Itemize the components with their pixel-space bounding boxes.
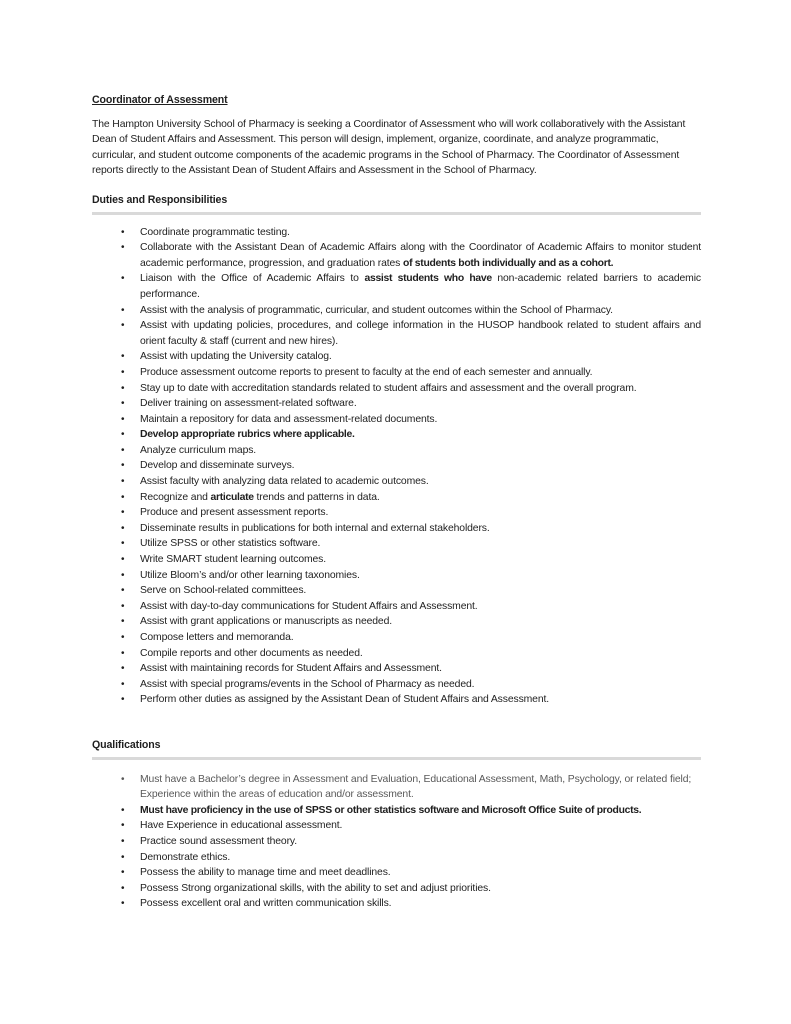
bullet-icon: • — [121, 835, 125, 847]
list-item — [92, 614, 701, 630]
list-item-text: trends and patterns in data. — [253, 491, 380, 503]
bullet-icon: • — [121, 804, 125, 816]
list-item — [92, 412, 701, 428]
qualifications-list — [92, 772, 701, 912]
bullet-icon: • — [121, 882, 125, 894]
bullet-icon: • — [121, 351, 125, 363]
bullet-icon: • — [121, 569, 125, 581]
list-item-text: Analyze curriculum maps. — [140, 444, 257, 456]
list-item-text: Demonstrate ethics. — [140, 851, 231, 863]
bullet-icon: • — [121, 820, 125, 832]
list-item-text: Have Experience in educational assessment. — [140, 820, 343, 832]
list-item-text: Assist with updating the University catalog. — [140, 351, 332, 363]
list-item — [92, 881, 701, 897]
intro-paragraph: The Hampton University School of Pharmacy is seeking a Coordinator of Assessment who will work collaboratively with the Assistant Dean of Student Affairs and Assessment. This person will design, implement, organize, coordinate, and analyze programmatic, curricular, and student outcome components of the academic programs in the School of Pharmacy. The Coordinator of Assessment reports directly to the Assistant Dean of Student Affairs and Assessment in the School of Pharmacy. — [92, 118, 686, 177]
list-item-text: Write SMART student learning outcomes. — [140, 554, 327, 566]
duties-heading: Duties and Responsibilities — [92, 193, 701, 215]
list-item — [92, 677, 701, 693]
bullet-icon: • — [121, 851, 125, 863]
duties-list — [92, 225, 701, 708]
list-item-text: Assist with the analysis of programmatic, curricular, and student outcomes within the School of Pharmacy. — [140, 304, 613, 316]
bullet-icon: • — [121, 242, 125, 254]
list-item-text: Perform other duties as assigned by the Assistant Dean of Student Affairs and Assessment. — [140, 694, 550, 706]
list-item-text: Assist with grant applications or manuscripts as needed. — [140, 616, 393, 628]
list-item — [92, 803, 701, 819]
qualifications-heading: Qualifications — [92, 738, 701, 760]
list-item — [92, 365, 701, 381]
bullet-icon: • — [121, 554, 125, 566]
list-item — [92, 834, 701, 850]
bullet-icon: • — [121, 273, 125, 285]
list-item — [92, 896, 701, 912]
bullet-icon: • — [121, 678, 125, 690]
list-item — [92, 536, 701, 552]
list-item — [92, 490, 701, 506]
list-item — [92, 661, 701, 677]
bullet-icon: • — [121, 304, 125, 316]
list-item-text: Assist with maintaining records for Student Affairs and Assessment. — [140, 663, 442, 675]
bullet-icon: • — [121, 460, 125, 472]
list-item-text: Deliver training on assessment-related software. — [140, 398, 357, 410]
list-item-text: Must have proficiency in the use of SPSS or other statistics software and Microsoft Office Suite of products. — [140, 804, 642, 816]
bullet-icon: • — [121, 382, 125, 394]
list-item-text: Assist with special programs/events in the School of Pharmacy as needed. — [140, 678, 475, 690]
bullet-icon: • — [121, 226, 125, 238]
list-item — [92, 240, 701, 271]
bullet-icon: • — [121, 491, 125, 503]
bullet-icon: • — [121, 429, 125, 441]
list-item — [92, 427, 701, 443]
bullet-icon: • — [121, 632, 125, 643]
list-item — [92, 772, 701, 803]
list-item — [92, 568, 701, 584]
list-item-text: Compose letters and memoranda. — [140, 632, 294, 643]
list-item-text: Compile reports and other documents as needed. — [140, 647, 363, 659]
list-item — [92, 521, 701, 537]
list-item-text: articulate — [210, 491, 254, 503]
list-item-text: Disseminate results in publications for both internal and external stakeholders. — [140, 522, 490, 534]
list-item-text: Stay up to date with accreditation standards related to student affairs and assessment and the overall program. — [140, 382, 637, 394]
bullet-icon: • — [121, 663, 125, 675]
list-item-text: assist students who have — [364, 273, 498, 285]
bullet-icon: • — [121, 476, 125, 488]
bullet-icon: • — [121, 538, 125, 550]
bullet-icon: • — [121, 366, 125, 378]
bullet-icon: • — [121, 600, 125, 612]
bullet-icon: • — [121, 398, 125, 410]
list-item — [92, 850, 701, 866]
bullet-icon: • — [121, 320, 125, 332]
bullet-icon: • — [121, 507, 125, 519]
list-item-text: non-academic related barriers to academic performance. — [140, 273, 701, 300]
list-item-text: of students both individually and as a cohort. — [403, 257, 614, 269]
list-item — [92, 505, 701, 521]
list-item-text: Possess the ability to manage time and meet deadlines. — [140, 867, 391, 879]
list-item-text: Collaborate with the Assistant Dean of Academic Affairs along with the Coordinator of Academic Affairs to monitor student academic performance, progression, and graduation rates — [140, 242, 701, 269]
bullet-icon: • — [121, 898, 125, 910]
list-item — [92, 303, 701, 319]
list-item — [92, 225, 701, 241]
list-item — [92, 599, 701, 615]
list-item — [92, 396, 701, 412]
list-item-text: Possess Strong organizational skills, with the ability to set and adjust priorities. — [140, 882, 491, 894]
list-item — [92, 271, 701, 302]
list-item-text: Liaison with the Office of Academic Affairs to — [140, 273, 365, 285]
list-item-text: Assist with day-to-day communications for Student Affairs and Assessment. — [140, 600, 478, 612]
list-item-text: Produce and present assessment reports. — [140, 507, 329, 519]
list-item — [92, 818, 701, 834]
list-item-text: Assist with updating policies, procedures, and college information in the HUSOP handbook related to student affairs and orient faculty & staff (current and new hires). — [140, 320, 701, 347]
bullet-icon: • — [121, 616, 125, 628]
list-item-text: Produce assessment outcome reports to present to faculty at the end of each semester and annually. — [140, 366, 593, 378]
list-item — [92, 865, 701, 881]
list-item-text: Coordinate programmatic testing. — [140, 226, 290, 238]
bullet-icon: • — [121, 773, 125, 785]
list-item — [92, 443, 701, 459]
list-item-text: Utilize Bloom’s and/or other learning taxonomies. — [140, 569, 360, 581]
list-item — [92, 318, 701, 349]
list-item-text: Must have a Bachelor’s degree in Assessment and Evaluation, Educational Assessment, Math, Psychology, or related field; Experience within the areas of education and/or assessment. — [140, 773, 692, 801]
list-item — [92, 646, 701, 662]
bullet-icon: • — [121, 585, 125, 597]
list-item-text: Utilize SPSS or other statistics software. — [140, 538, 321, 550]
list-item — [92, 630, 701, 646]
list-item-text: Recognize and — [140, 491, 211, 503]
list-item — [92, 583, 701, 599]
list-item-text: Serve on School-related committees. — [140, 585, 307, 597]
list-item — [92, 381, 701, 397]
list-item-text: Maintain a repository for data and assessment-related documents. — [140, 413, 438, 425]
bullet-icon: • — [121, 694, 125, 706]
duties-section — [92, 193, 701, 708]
bullet-icon: • — [121, 522, 125, 534]
document-title: Coordinator of Assessment — [92, 94, 228, 106]
bullet-icon: • — [121, 867, 125, 879]
list-item-text: Practice sound assessment theory. — [140, 835, 297, 847]
list-item — [92, 474, 701, 490]
list-item-text: Develop appropriate rubrics where applicable. — [140, 429, 355, 441]
list-item — [92, 552, 701, 568]
list-item-text: Develop and disseminate surveys. — [140, 460, 295, 472]
list-item — [92, 692, 701, 708]
bullet-icon: • — [121, 413, 125, 425]
qualifications-section — [92, 738, 701, 912]
list-item — [92, 349, 701, 365]
list-item — [92, 458, 701, 474]
list-item-text: Possess excellent oral and written communication skills. — [140, 898, 392, 910]
bullet-icon: • — [121, 444, 125, 456]
list-item-text: Assist faculty with analyzing data related to academic outcomes. — [140, 476, 429, 488]
bullet-icon: • — [121, 647, 125, 659]
